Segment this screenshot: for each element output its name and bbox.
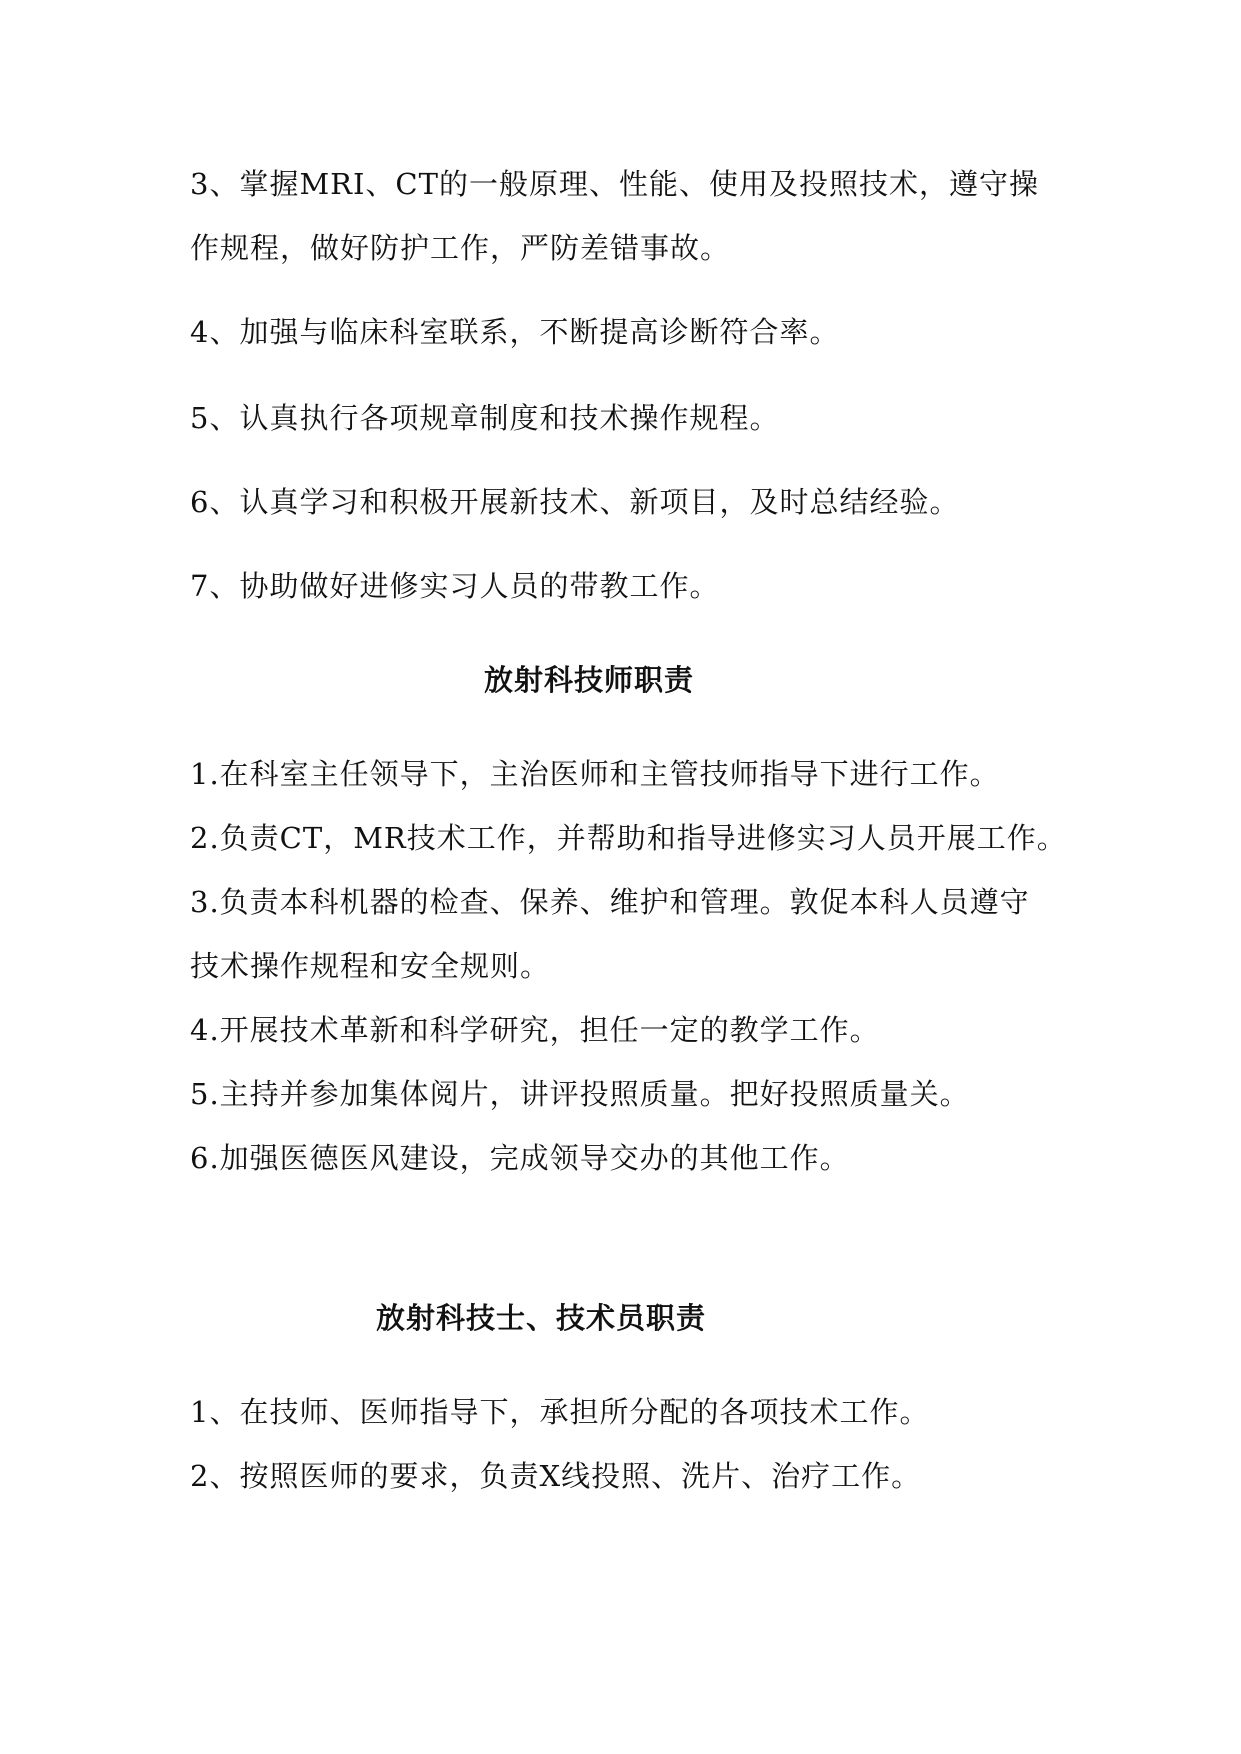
prev-item-3-line-2: 作规程，做好防护工作，严防差错事故。 [190, 231, 731, 265]
prev-item-3-line-1: 3、掌握MRI、CT的一般原理、性能、使用及投照技术，遵守操 [190, 167, 1039, 201]
prev-item-6: 6、认真学习和积极开展新技术、新项目，及时总结经验。 [190, 485, 960, 519]
technician-item-3-line-2: 技术操作规程和安全规则。 [190, 949, 551, 983]
assistant-item-2: 2、按照医师的要求，负责X线投照、洗片、治疗工作。 [190, 1459, 922, 1493]
technician-item-5: 5.主持并参加集体阅片，讲评投照质量。把好投照质量关。 [190, 1077, 970, 1111]
assistant-item-1: 1、在技师、医师指导下，承担所分配的各项技术工作。 [190, 1395, 930, 1429]
technician-section-title: 放射科技师职责 [484, 663, 695, 697]
technician-item-4: 4.开展技术革新和科学研究，担任一定的教学工作。 [190, 1013, 880, 1047]
technician-item-3-line-1: 3.负责本科机器的检查、保养、维护和管理。敦促本科人员遵守 [190, 885, 1030, 919]
prev-item-5: 5、认真执行各项规章制度和技术操作规程。 [190, 401, 780, 435]
assistant-section-title: 放射科技士、技术员职责 [376, 1301, 707, 1335]
prev-item-7: 7、协助做好进修实习人员的带教工作。 [190, 569, 720, 603]
technician-item-6: 6.加强医德医风建设，完成领导交办的其他工作。 [190, 1141, 850, 1175]
technician-item-1: 1.在科室主任领导下，主治医师和主管技师指导下进行工作。 [190, 757, 1000, 791]
technician-item-2: 2.负责CT，MR技术工作，并帮助和指导进修实习人员开展工作。 [190, 821, 1067, 855]
prev-item-4: 4、加强与临床科室联系，不断提高诊断符合率。 [190, 315, 840, 349]
